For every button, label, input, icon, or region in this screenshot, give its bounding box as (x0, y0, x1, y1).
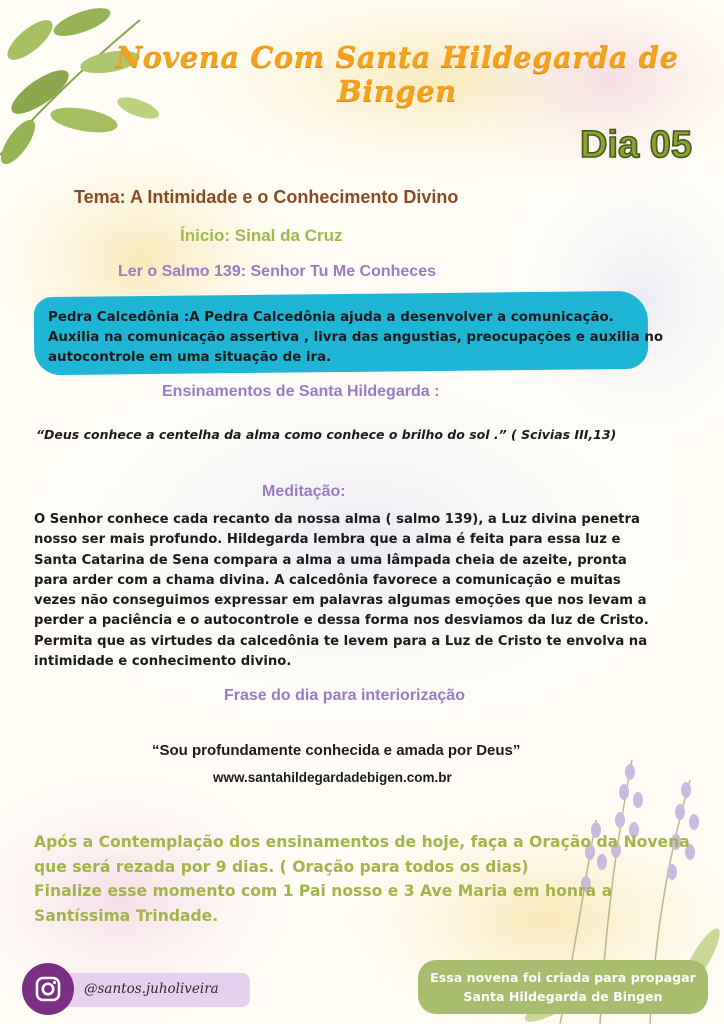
novena-title: Novena Com Santa Hildegarda de Bingen (115, 40, 679, 108)
meditation-line: vezes não conseguimos expressar em palavras algumas emoções que nos levam a (34, 593, 647, 609)
credit-line: Santa Hildegarda de Bingen (463, 989, 663, 1004)
meditation-text (34, 510, 694, 672)
meditation-line: O Senhor conhece cada recanto da nossa alma ( salmo 139), a Luz divina penetra (34, 512, 640, 527)
website-link[interactable]: www.santahildegardadebigen.com.br (213, 770, 452, 785)
theme-heading: Tema: A Intimidade e o Conhecimento Divino (74, 187, 459, 207)
closing-instructions (34, 830, 714, 928)
instagram-glyph (22, 963, 74, 1015)
meditation-line: intimidade e conhecimento divino. (34, 654, 292, 670)
meditation-line: para arder com a chama divina. A calcedônia favorece a comunicação e muitas (34, 572, 621, 588)
phrase-quote: “Sou profundamente conhecida e amada por Deus” (152, 742, 521, 759)
instagram-handle[interactable]: @santos.juholiveira (84, 981, 219, 997)
stone-line: Auxilia na comunicação assertiva , livra das angustias, preocupações e auxilia no (48, 330, 664, 345)
stone-line: autocontrole em uma situação de ira. (48, 350, 332, 365)
stone-description (48, 308, 678, 368)
credit-box (418, 960, 708, 1014)
closing-line: Santíssima Trindade. (34, 906, 219, 925)
credit-line: Essa novena foi criada para propagar (430, 970, 696, 985)
phrase-heading: Frase do dia para interiorização (224, 687, 465, 704)
closing-line: Finalize esse momento com 1 Pai nosso e 3 Ave Maria em honra a (34, 882, 613, 900)
meditation-line: Permita que as virtudes da calcedônia te levem para a Luz de Cristo te envolva na (34, 633, 648, 649)
psalm-instruction: Ler o Salmo 139: Senhor Tu Me Conheces (118, 263, 436, 280)
teachings-quote: “Deus conhece a centelha da alma como conhece o brilho do sol .” ( Scivias III,13) (36, 427, 617, 442)
closing-line: que será rezada por 9 dias. ( Oração para todos os dias) (34, 857, 529, 876)
start-instruction: Ínicio: Sinal da Cruz (180, 226, 343, 245)
meditation-line: nosso ser mais profundo. Hildegarda lembra que a alma é feita para essa luz e (34, 532, 621, 548)
instagram-icon[interactable] (22, 963, 74, 1015)
day-label: Dia 05 (580, 124, 692, 166)
teachings-heading: Ensinamentos de Santa Hildegarda : (162, 383, 440, 400)
meditation-line: Santa Catarina de Sena compara a alma a uma lâmpada cheia de azeite, pronta (34, 552, 627, 568)
meditation-heading: Meditação: (262, 483, 346, 500)
stone-line: Pedra Calcedônia :A Pedra Calcedônia ajuda a desenvolver a comunicação. (48, 310, 614, 325)
closing-line: Após a Contemplação dos ensinamentos de hoje, faça a Oração da Novena (34, 833, 690, 851)
meditation-line: perder a paciência e o autocontrole e dessa forma nos desviamos da luz de Cristo. (34, 613, 649, 629)
